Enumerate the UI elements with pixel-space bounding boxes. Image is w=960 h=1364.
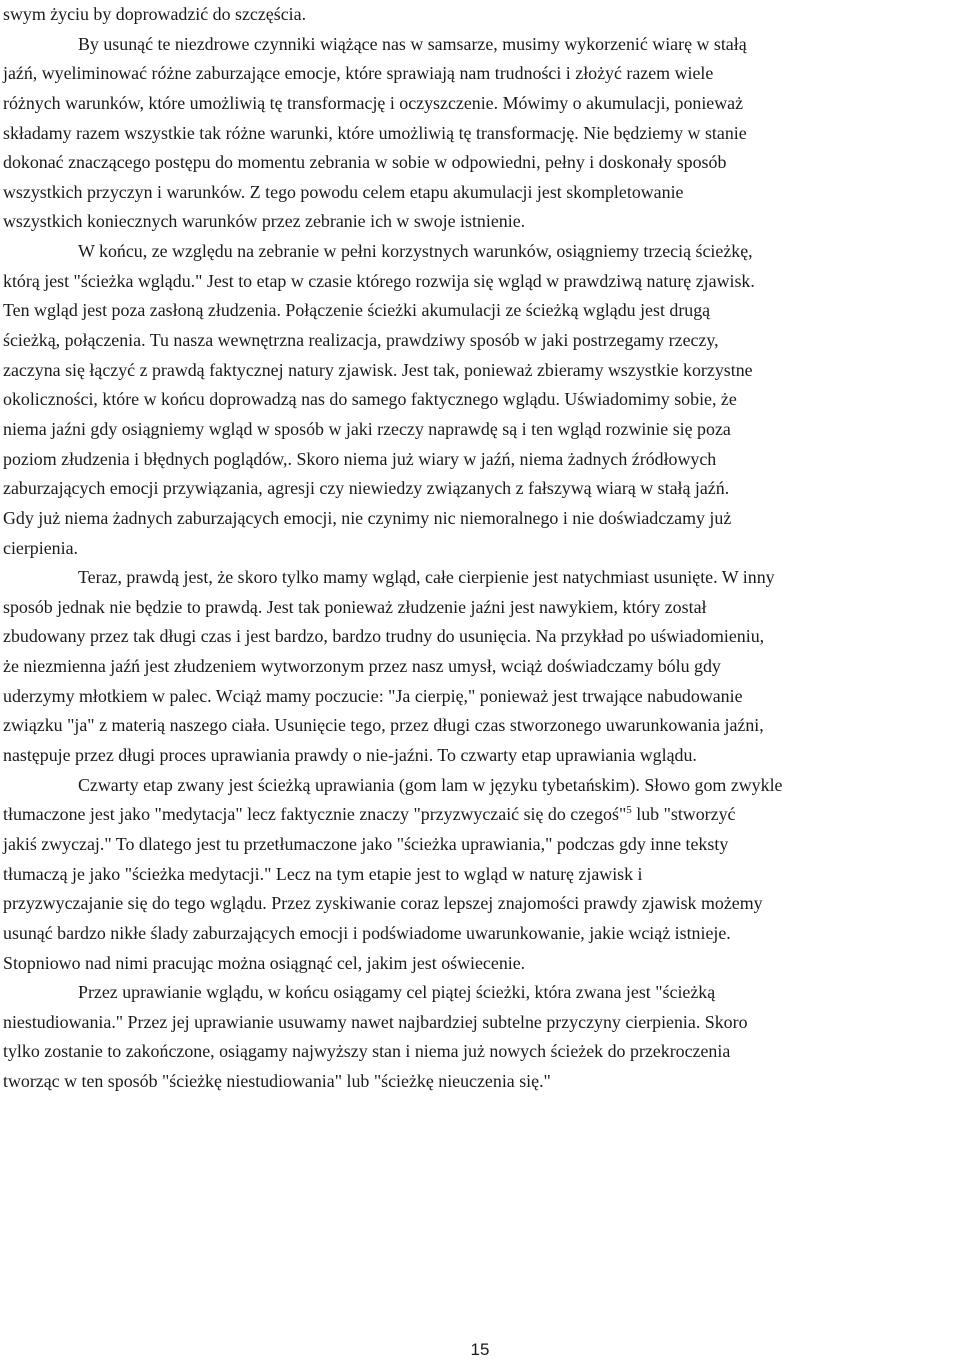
text-line-content: tworząc w ten sposób "ścieżkę niestudiowania" lub "ścieżkę nieuczenia się." <box>3 1071 551 1092</box>
text-line-content: wszystkich koniecznych warunków przez zebranie ich w swoje istnienie. <box>3 211 526 232</box>
text-line-continuation: lub "stworzyć <box>631 804 736 825</box>
text-line-content: związku "ja" z materią naszego ciała. Usunięcie tego, przez długi czas stworzonego uwarunkowania jaźni, <box>3 715 764 736</box>
text-line <box>3 534 958 564</box>
text-line-content: Teraz, prawdą jest, że skoro tylko mamy wgląd, całe cierpienie jest natychmiast usunięte. W inny <box>78 567 775 588</box>
page-number: 15 <box>470 1340 490 1359</box>
footnote-reference: 5 <box>626 804 632 817</box>
text-line-content: Ten wgląd jest poza zasłoną złudzenia. Połączenie ścieżki akumulacji ze ścieżką wglądu jest drugą <box>3 300 711 321</box>
text-line-content: okoliczności, które w końcu doprowadzą nas do samego faktycznego wglądu. Uświadomimy sobie, że <box>3 389 737 410</box>
text-line <box>3 326 958 356</box>
text-line-content: swym życiu by doprowadzić do szczęścia. <box>3 4 307 24</box>
text-line <box>3 830 958 860</box>
text-line-content: zaburzających emocji przywiązania, agresji czy niewiedzy związanych z fałszywą wiarą w stałą jaźń. <box>3 478 730 499</box>
text-line <box>3 267 958 297</box>
text-line <box>3 771 958 801</box>
text-line-content: tylko zostanie to zakończone, osiągamy najwyższy stan i niema już nowych ścieżek do przekroczenia <box>3 1041 731 1062</box>
text-line <box>3 148 958 178</box>
text-line-content: zbudowany przez tak długi czas i jest bardzo, bardzo trudny do usunięcia. Na przykład po uświadomieniu, <box>3 626 765 647</box>
text-line <box>3 237 958 267</box>
text-line <box>3 949 958 979</box>
text-line-content: którą jest "ścieżka wglądu." Jest to etap w czasie którego rozwija się wgląd w prawdziwą naturę zjawisk. <box>3 270 755 291</box>
text-line <box>3 889 958 919</box>
text-line <box>3 119 958 149</box>
text-line <box>3 356 958 386</box>
text-line <box>3 504 958 534</box>
text-line <box>3 593 958 623</box>
text-line-content: niestudiowania." Przez jej uprawianie usuwamy nawet najbardziej subtelne przyczyny cierpienia. Skoro <box>3 1011 748 1032</box>
text-line <box>3 1067 958 1097</box>
text-line-content: jakiś zwyczaj." To dlatego jest tu przetłumaczone jako "ścieżka uprawiania," podczas gdy inne teksty <box>3 833 729 854</box>
text-line <box>3 89 958 119</box>
text-line-content: następuje przez długi proces uprawiania prawdy o nie-jaźni. To czwarty etap uprawiania wglądu. <box>3 745 697 766</box>
text-line-content: dokonać znaczącego postępu do momentu zebrania w sobie w odpowiedni, pełny i doskonały sposób <box>3 152 727 173</box>
text-line-content: sposób jednak nie będzie to prawdą. Jest tak ponieważ złudzenie jaźni jest nawykiem, który został <box>3 596 707 617</box>
text-line-content: różnych warunków, które umożliwią tę transformację i oczyszczenie. Mówimy o akumulacji, ponieważ <box>3 92 744 113</box>
text-line-content: tłumaczą je jako "ścieżka medytacji." Lecz na tym etapie jest to wgląd w naturę zjawisk i <box>3 863 643 884</box>
text-line <box>3 207 958 237</box>
text-line <box>3 445 958 475</box>
text-line <box>3 919 958 949</box>
text-line <box>3 682 958 712</box>
text-line <box>3 59 958 89</box>
text-line <box>3 1008 958 1038</box>
text-line-content: poziom złudzenia i błędnych poglądów,. Skoro niema już wiary w jaźń, niema żadnych źródłowych <box>3 448 717 469</box>
text-line <box>3 30 958 60</box>
text-line <box>3 800 958 830</box>
text-line <box>3 385 958 415</box>
text-line-content: cierpienia. <box>3 537 78 558</box>
text-line <box>3 741 958 771</box>
text-line-content: usunąć bardzo nikłe ślady zaburzających emocji i podświadome uwarunkowanie, jakie wciąż istnieje. <box>3 922 731 943</box>
text-line-content: By usunąć te niezdrowe czynniki wiążące nas w samsarze, musimy wykorzenić wiarę w stałą <box>78 33 747 54</box>
text-line <box>3 978 958 1008</box>
body-text <box>3 0 958 1097</box>
text-line <box>3 178 958 208</box>
text-line <box>3 563 958 593</box>
text-line <box>3 1037 958 1067</box>
text-line-content: wszystkich przyczyn i warunków. Z tego powodu celem etapu akumulacji jest skompletowanie <box>3 181 684 202</box>
text-line-content: Gdy już niema żadnych zaburzających emocji, nie czynimy nic niemoralnego i nie doświadczamy już <box>3 507 732 528</box>
text-line <box>3 296 958 326</box>
text-line <box>3 474 958 504</box>
text-line <box>3 652 958 682</box>
text-line <box>3 415 958 445</box>
text-line <box>3 711 958 741</box>
text-line-content: składamy razem wszystkie tak różne warunki, które umożliwią tę transformację. Nie będziemy w stanie <box>3 122 747 143</box>
text-line-content: W końcu, ze względu na zebranie w pełni korzystnych warunków, osiągniemy trzecią ścieżkę, <box>78 241 753 262</box>
text-line-content: jaźń, wyeliminować różne zaburzające emocje, które sprawiają nam trudności i złożyć razem wiele <box>3 63 714 84</box>
text-line-content: tłumaczone jest jako "medytacja" lecz faktycznie znaczy "przyzwyczaić się do czegoś" <box>3 804 627 825</box>
text-line <box>3 0 958 30</box>
text-line-content: Przez uprawianie wglądu, w końcu osiągamy cel piątej ścieżki, która zwana jest "ścieżką <box>78 982 716 1003</box>
text-line-content: niema jaźni gdy osiągniemy wgląd w sposób w jaki rzeczy naprawdę są i ten wgląd rozwinie się poza <box>3 418 731 439</box>
text-line-content: ścieżką, połączenia. Tu nasza wewnętrzna realizacja, prawdziwy sposób w jaki postrzegamy rzeczy, <box>3 330 719 351</box>
text-line-content: że niezmienna jaźń jest złudzeniem wytworzonym przez nasz umysł, wciąż doświadczamy bólu gdy <box>3 656 721 677</box>
text-line <box>3 860 958 890</box>
text-line-content: zaczyna się łączyć z prawdą faktycznej natury zjawisk. Jest tak, ponieważ zbieramy wszystkie korzystne <box>3 359 753 380</box>
text-line-content: Czwarty etap zwany jest ścieżką uprawiania (gom lam w języku tybetańskim). Słowo gom zwykle <box>78 774 783 795</box>
text-line <box>3 622 958 652</box>
text-line-content: przyzwyczajanie się do tego wglądu. Przez zyskiwanie coraz lepszej znajomości prawdy zjawisk możemy <box>3 893 763 914</box>
text-line-content: Stopniowo nad nimi pracując można osiągnąć cel, jakim jest oświecenie. <box>3 952 526 973</box>
text-line-content: uderzymy młotkiem w palec. Wciąż mamy poczucie: "Ja cierpię," ponieważ jest trwające nabudowanie <box>3 685 743 706</box>
